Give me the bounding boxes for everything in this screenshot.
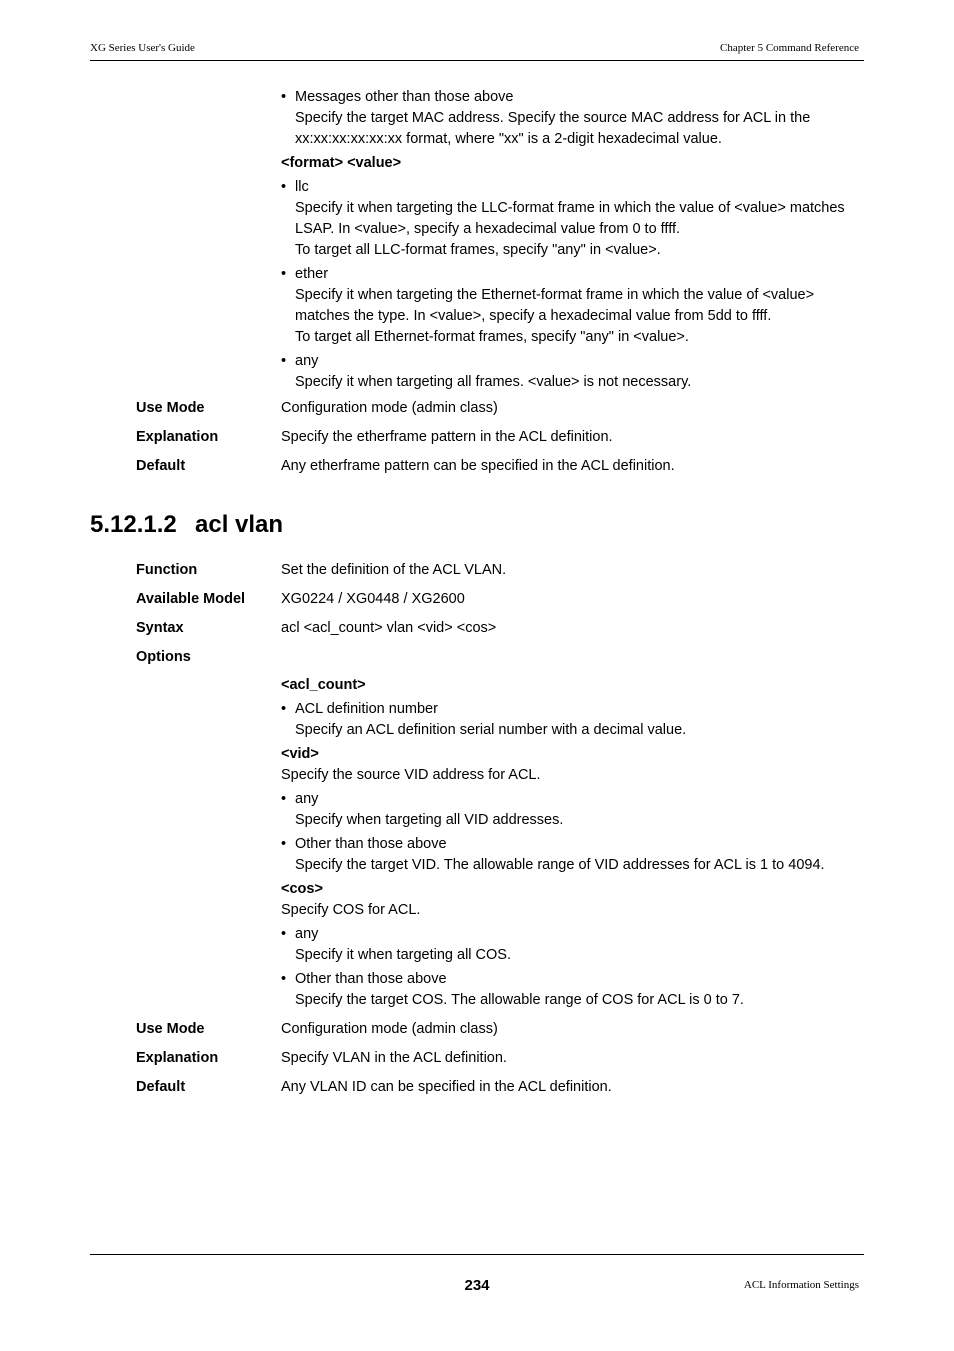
syntax-value: acl <acl_count> vlan <vid> <cos> — [281, 620, 497, 636]
available-model-label: Available Model — [136, 591, 246, 607]
format-value-heading: <format> <value> — [281, 155, 402, 171]
list-item — [281, 789, 861, 831]
bullet-title: any — [295, 353, 319, 369]
bullet-line: Specify the target VID. The allowable range of VID addresses for ACL is 1 to 4094. — [295, 857, 825, 873]
explanation-value: Specify the etherframe pattern in the ACL definition. — [281, 429, 613, 445]
cos-description: Specify COS for ACL. — [281, 902, 421, 918]
bullet-line: Specify it when targeting the LLC-format frame in which the value of <value> matches — [295, 200, 845, 216]
page-number: 234 — [464, 1277, 490, 1294]
section-title: acl vlan — [195, 511, 284, 538]
function-value: Set the definition of the ACL VLAN. — [281, 562, 507, 578]
bullet-icon: • — [281, 353, 287, 369]
bullet-line: LSAP. In <value>, specify a hexadecimal value from 0 to ffff. — [295, 221, 681, 237]
bullet-title: any — [295, 791, 319, 807]
default-value: Any etherframe pattern can be specified in the ACL definition. — [281, 458, 675, 474]
bullet-line: Specify it when targeting the Ethernet-format frame in which the value of <value> — [295, 287, 815, 303]
use-mode-value: Configuration mode (admin class) — [281, 1021, 498, 1037]
bullet-icon: • — [281, 266, 287, 282]
bullet-line: xx:xx:xx:xx:xx:xx format, where "xx" is a 2-digit hexadecimal value. — [295, 131, 722, 147]
bullet-title: Other than those above — [295, 971, 447, 987]
bullet-line: matches the type. In <value>, specify a hexadecimal value from 5dd to ffff. — [295, 308, 772, 324]
acl-count-heading: <acl_count> — [281, 677, 366, 693]
bullet-line: To target all Ethernet-format frames, specify "any" in <value>. — [295, 329, 689, 345]
bullet-title: any — [295, 926, 319, 942]
list-item — [281, 177, 861, 261]
list-item — [281, 264, 861, 348]
syntax-label: Syntax — [136, 620, 184, 636]
list-item — [281, 87, 861, 150]
bullet-line: Specify it when targeting all frames. <value> is not necessary. — [295, 374, 692, 390]
section-number: 5.12.1.2 — [90, 511, 177, 538]
vid-description: Specify the source VID address for ACL. — [281, 767, 541, 783]
bullet-icon: • — [281, 701, 287, 717]
footer-section-title: ACL Information Settings — [743, 1279, 859, 1291]
header-divider — [90, 60, 864, 61]
use-mode-label: Use Mode — [136, 400, 205, 416]
default-label: Default — [136, 1079, 186, 1095]
options-label: Options — [136, 649, 191, 665]
explanation-value: Specify VLAN in the ACL definition. — [281, 1050, 507, 1066]
bullet-icon: • — [281, 836, 287, 852]
section-heading — [90, 511, 283, 539]
list-item — [281, 924, 861, 966]
bullet-icon: • — [281, 926, 287, 942]
bullet-icon: • — [281, 89, 287, 105]
bullet-line: Specify when targeting all VID addresses. — [295, 812, 564, 828]
bullet-icon: • — [281, 971, 287, 987]
bullet-title: ACL definition number — [295, 701, 438, 717]
list-item — [281, 351, 861, 393]
footer-divider — [90, 1254, 864, 1255]
bullet-icon: • — [281, 179, 287, 195]
default-label: Default — [136, 458, 186, 474]
bullet-title: llc — [295, 179, 309, 195]
bullet-title: Other than those above — [295, 836, 447, 852]
explanation-label: Explanation — [136, 429, 219, 445]
cos-heading: <cos> — [281, 881, 323, 897]
default-value: Any VLAN ID can be specified in the ACL definition. — [281, 1079, 612, 1095]
bullet-title: Messages other than those above — [295, 89, 514, 105]
use-mode-value: Configuration mode (admin class) — [281, 400, 498, 416]
bullet-line: Specify the target MAC address. Specify the source MAC address for ACL in the — [295, 110, 811, 126]
use-mode-label: Use Mode — [136, 1021, 205, 1037]
options-block — [281, 672, 861, 1011]
list-item — [281, 834, 861, 876]
available-model-value: XG0224 / XG0448 / XG2600 — [281, 591, 465, 607]
header-guide-title: XG Series User's Guide — [90, 42, 195, 54]
list-item — [281, 699, 861, 741]
bullet-icon: • — [281, 791, 287, 807]
bullet-line: To target all LLC-format frames, specify "any" in <value>. — [295, 242, 661, 258]
vid-heading: <vid> — [281, 746, 319, 762]
bullet-line: Specify the target COS. The allowable range of COS for ACL is 0 to 7. — [295, 992, 744, 1008]
format-options-block — [281, 84, 861, 393]
function-label: Function — [136, 562, 198, 578]
bullet-line: Specify it when targeting all COS. — [295, 947, 511, 963]
list-item — [281, 969, 861, 1011]
explanation-label: Explanation — [136, 1050, 219, 1066]
bullet-line: Specify an ACL definition serial number with a decimal value. — [295, 722, 687, 738]
header-chapter-title: Chapter 5 Command Reference — [720, 42, 859, 54]
bullet-title: ether — [295, 266, 329, 282]
